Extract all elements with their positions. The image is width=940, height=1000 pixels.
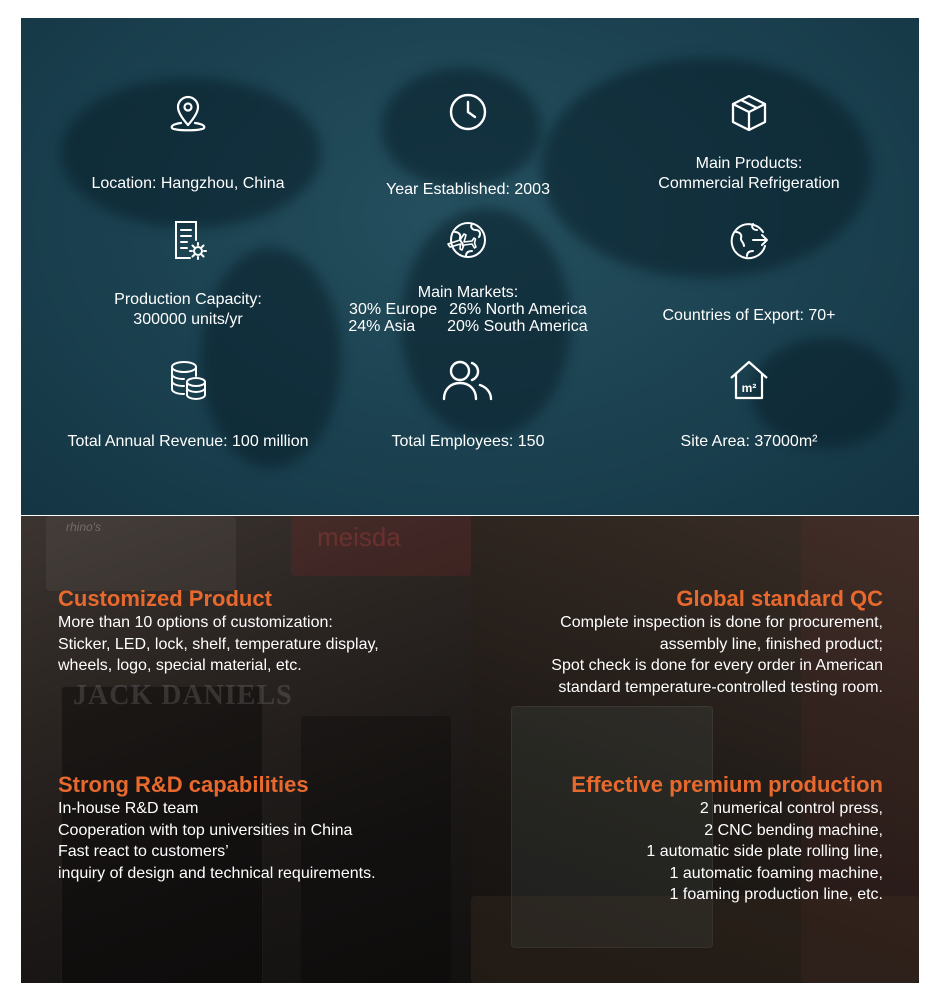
production-line: 1 foaming production line, etc. (669, 886, 883, 903)
feature-premium-production (571, 772, 883, 906)
feature-rnd (58, 772, 376, 884)
stat-location (38, 92, 338, 194)
feature-global-qc (551, 586, 883, 698)
stat-capacity-line1: Production Capacity: (114, 291, 262, 308)
globe-arrow-icon (727, 218, 771, 262)
house-m2-text: m² (741, 381, 757, 395)
market-south-america: 20% South America (447, 318, 588, 335)
markets-row-2 (318, 318, 618, 335)
qc-title: Global standard QC (676, 586, 883, 611)
stat-location-label: Location: Hangzhou, China (91, 175, 285, 192)
market-europe: 30% Europe (349, 301, 438, 318)
stat-capacity-line2: 300000 units/yr (133, 311, 243, 328)
market-north-america: 26% North America (449, 301, 587, 318)
market-asia: 24% Asia (348, 318, 416, 335)
stat-products-line2: Commercial Refrigeration (658, 175, 840, 192)
document-gear-icon (166, 218, 210, 262)
stat-site-area-label: Site Area: 37000m² (680, 433, 818, 450)
stat-production-capacity (38, 218, 338, 330)
stat-main-markets (318, 218, 618, 335)
markets-row-1 (318, 301, 618, 318)
feature-customized-product (58, 586, 379, 677)
production-title: Effective premium production (571, 772, 883, 797)
production-line: 1 automatic side plate rolling line, (646, 843, 883, 860)
cabinet-base (471, 896, 919, 983)
customized-line: Sticker, LED, lock, shelf, temperature display, (58, 635, 379, 653)
meisda-logo-text: meisda (317, 522, 401, 552)
customized-line: wheels, logo, special material, etc. (58, 657, 302, 674)
rnd-line: Fast react to customers’ (58, 843, 229, 860)
stat-countries-of-export (599, 218, 899, 326)
rnd-line: Cooperation with top universities in China (58, 821, 353, 839)
clock-icon (446, 92, 490, 136)
database-coins-icon (166, 358, 210, 402)
rnd-line: inquiry of design and technical requirements. (58, 864, 376, 882)
rnd-title: Strong R&D capabilities (58, 772, 309, 797)
qc-line: assembly line, finished product; (659, 635, 883, 653)
production-line: 2 numerical control press, (699, 800, 883, 817)
stat-site-area (599, 358, 899, 452)
customized-line: More than 10 options of customization: (58, 614, 333, 631)
rnd-line: In-house R&D team (58, 800, 199, 817)
customized-title: Customized Product (58, 586, 272, 611)
stat-products-line1: Main Products: (695, 155, 803, 172)
box-icon (727, 92, 771, 136)
jack-daniels-sign: JACK DANIELS (73, 680, 293, 711)
qc-line: standard temperature-controlled testing room. (558, 678, 883, 696)
stat-total-employees (318, 358, 618, 452)
stat-year-established (318, 92, 618, 200)
stat-main-products (599, 92, 899, 194)
qc-line: Complete inspection is done for procurement, (560, 614, 883, 631)
company-stats-section (21, 18, 919, 515)
house-m2-icon (727, 358, 771, 402)
stat-revenue-label: Total Annual Revenue: 100 million (67, 433, 309, 450)
stat-export-label: Countries of Export: 70+ (662, 307, 836, 324)
rhinos-logo-text: rhino's (66, 520, 101, 534)
stat-annual-revenue (38, 358, 338, 452)
people-icon (441, 358, 495, 402)
production-line: 1 automatic foaming machine, (669, 864, 883, 882)
globe-plane-icon (446, 218, 490, 262)
qc-line: Spot check is done for every order in American (551, 657, 883, 674)
production-line: 2 CNC bending machine, (704, 821, 883, 839)
location-pin-icon (166, 92, 210, 136)
markets-title: Main Markets: (417, 284, 519, 301)
stat-employees-label: Total Employees: 150 (391, 433, 545, 450)
stat-year-label: Year Established: 2003 (386, 181, 550, 198)
